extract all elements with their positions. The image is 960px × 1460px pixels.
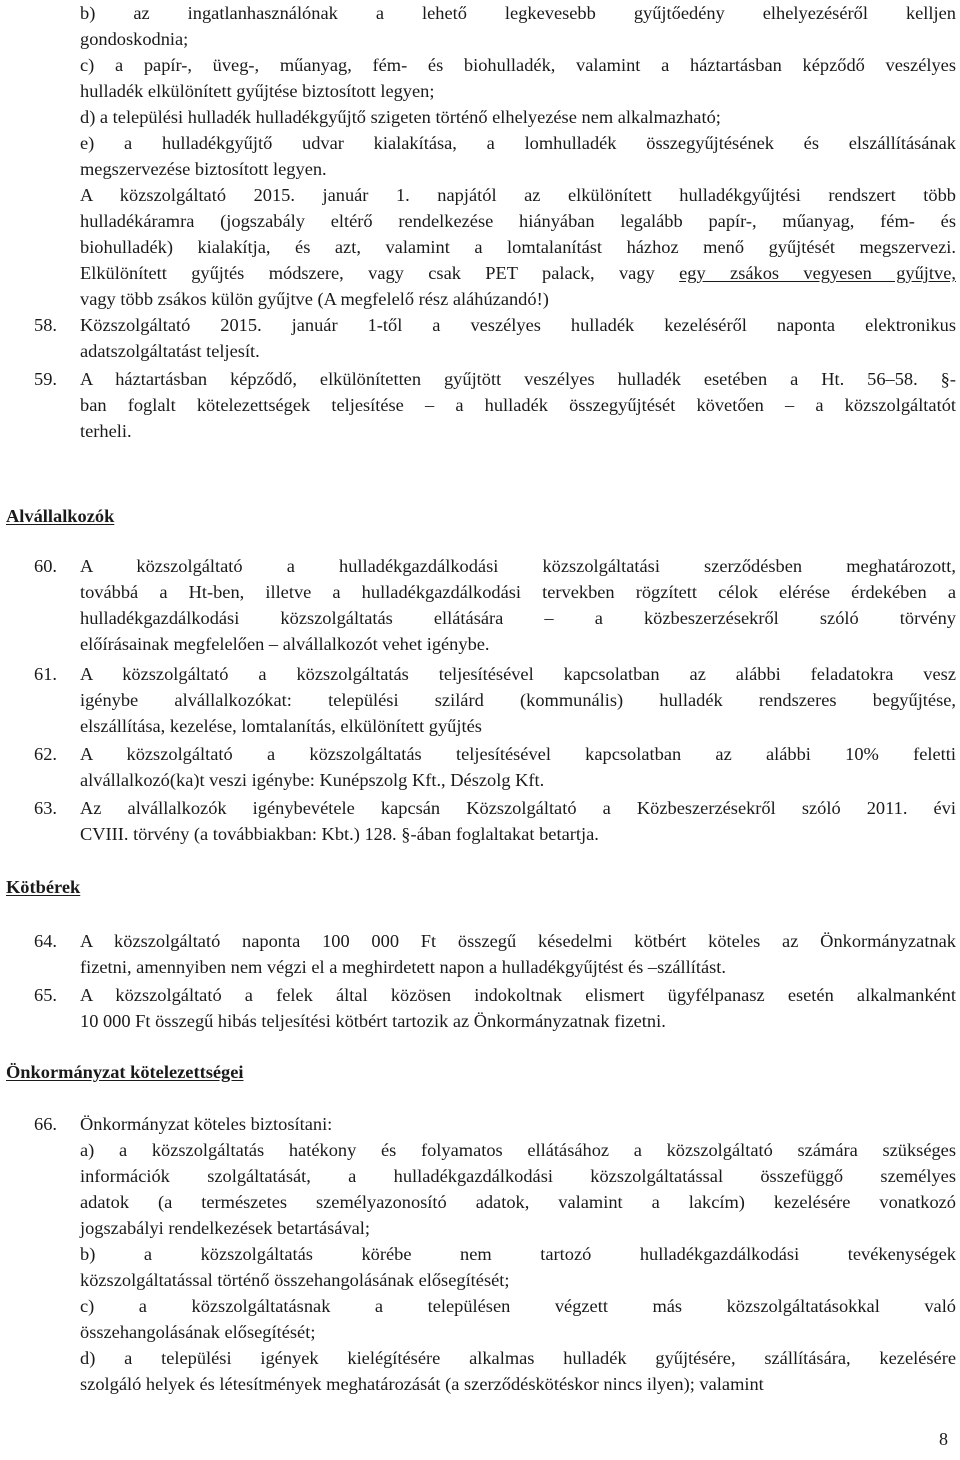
text-line: elszállítása, kezelése, lomtalanítás, elkülönített gyűjtés bbox=[80, 716, 482, 736]
text-line: információk szolgáltatását, a hulladékgazdálkodási közszolgáltatással összefüggő személyes bbox=[80, 1166, 956, 1186]
item-60 bbox=[80, 553, 956, 657]
text-line: A közszolgáltató a hulladékgazdálkodási közszolgáltatási szerződésben meghatározott, bbox=[80, 556, 956, 576]
text-line: alvállalkozó(ka)t veszi igénybe: Kunépszolg Kft., Dészolg Kft. bbox=[80, 770, 545, 790]
text-line: 10 000 Ft összegű hibás teljesítési kötbért tartozik az Önkormányzatnak fizetni. bbox=[80, 1011, 666, 1031]
text-line: ban foglalt kötelezettségek teljesítése – a hulladék összegyűjtését követően – a közszolgáltatót bbox=[80, 395, 956, 415]
text-line: Az alvállalkozók igénybevétele kapcsán Közszolgáltató a Közbeszerzésekről szóló 2011. évi bbox=[80, 798, 956, 818]
text-line: A háztartásban képződő, elkülönítetten gyűjtött veszélyes hulladék esetében a Ht. 56–58. §- bbox=[80, 369, 956, 389]
text-line: A közszolgáltató 2015. január 1. napjától az elkülönített hulladékgyűjtési rendszert több bbox=[80, 185, 956, 205]
item-number: 66. bbox=[34, 1114, 57, 1134]
text-line: igénybe alvállalkozókat: települési szilárd (kommunális) hulladék rendszeres begyűjtése, bbox=[80, 690, 956, 710]
item-61 bbox=[80, 661, 956, 739]
text-line: előírásainak megfelelően – alvállalkozót vehet igénybe. bbox=[80, 634, 490, 654]
item-62 bbox=[80, 741, 956, 793]
section-heading: Alvállalkozók bbox=[6, 506, 115, 526]
text-line: hulladékáramra (jogszabály eltérő rendelkezése hiányában legalább papír-, műanyag, fém- és bbox=[80, 211, 956, 231]
text-line: vagy több zsákos külön gyűjtve (A megfelelő rész aláhúzandó!) bbox=[80, 289, 549, 309]
text-line: A közszolgáltató a közszolgáltatás teljesítésével kapcsolatban az alábbi feladatokra vesz bbox=[80, 664, 956, 684]
text-line: e) a hulladékgyűjtő udvar kialakítása, a lomhulladék összegyűjtésének és elszállításának bbox=[80, 133, 956, 153]
text-line bbox=[80, 260, 956, 286]
item-63 bbox=[80, 795, 956, 847]
text-line: a) a közszolgáltatás hatékony és folyamatos ellátásához a közszolgáltató számára szükséges bbox=[80, 1140, 956, 1160]
text-line: továbbá a Ht-ben, illetve a hulladékgazdálkodási tervekben rögzített célok elérése érdekében a bbox=[80, 582, 956, 602]
text-line: szolgáló helyek és létesítmények meghatározását (a szerződéskötéskor nincs ilyen); valamint bbox=[80, 1374, 764, 1394]
page-number: 8 bbox=[939, 1429, 948, 1449]
text-line: d) a települési hulladék hulladékgyűjtő szigeten történő elhelyezése nem alkalmazható; bbox=[80, 107, 721, 127]
text-line: összehangolásának elősegítését; bbox=[80, 1322, 316, 1342]
text-line: biohulladék) kialakítja, és azt, valamint a lomtalanítást házhoz menő gyűjtését megszervezi. bbox=[80, 237, 956, 257]
item-58 bbox=[80, 312, 956, 364]
text-line: c) a közszolgáltatásnak a településen végzett más közszolgáltatásokkal való bbox=[80, 1296, 956, 1316]
item-number: 65. bbox=[34, 985, 57, 1005]
text-line: közszolgáltatással történő összehangolásának elősegítését; bbox=[80, 1270, 510, 1290]
text-line: Közszolgáltató 2015. január 1-től a veszélyes hulladék kezeléséről naponta elektronikus bbox=[80, 315, 956, 335]
text-line: A közszolgáltató a felek által közösen indokoltnak elismert ügyfélpanasz esetén alkalmanként bbox=[80, 985, 956, 1005]
text-line: b) a közszolgáltatás körébe nem tartozó hulladékgazdálkodási tevékenységek bbox=[80, 1244, 956, 1264]
item-number: 58. bbox=[34, 315, 57, 335]
item-number: 60. bbox=[34, 556, 57, 576]
intro-section bbox=[80, 0, 956, 312]
text-line: adatszolgáltatást teljesít. bbox=[80, 341, 260, 361]
text-line: CVIII. törvény (a továbbiakban: Kbt.) 128. §-ában foglaltakat betartja. bbox=[80, 824, 599, 844]
item-number: 59. bbox=[34, 369, 57, 389]
text-line: A közszolgáltató naponta 100 000 Ft összegű késedelmi kötbért köteles az Önkormányzatnak bbox=[80, 931, 956, 951]
text-line: hulladékgazdálkodási közszolgáltatás ellátására – a közbeszerzésekről szóló törvény bbox=[80, 608, 956, 628]
item-number: 64. bbox=[34, 931, 57, 951]
item-number: 63. bbox=[34, 798, 57, 818]
item-64 bbox=[80, 928, 956, 980]
section-heading: Kötbérek bbox=[6, 877, 81, 897]
text-line: adatok (a természetes személyazonosító adatok, valamint a lakcím) kezelésére vonatkozó bbox=[80, 1192, 956, 1212]
text-line: hulladék elkülönített gyűjtése biztosított legyen; bbox=[80, 81, 435, 101]
item-66 bbox=[80, 1111, 956, 1397]
section-heading: Önkormányzat kötelezettségei bbox=[6, 1062, 244, 1082]
underlined-text: egy zsákos vegyesen gyűjtve, bbox=[679, 263, 956, 283]
item-65 bbox=[80, 982, 956, 1034]
text-line: jogszabályi rendelkezések betartásával; bbox=[80, 1218, 371, 1238]
text-line: d) a települési igények kielégítésére alkalmas hulladék gyűjtésére, szállítására, kezelésére bbox=[80, 1348, 956, 1368]
text-line: b) az ingatlanhasználónak a lehető legkevesebb gyűjtőedény elhelyezéséről kelljen bbox=[80, 3, 956, 23]
text-line: gondoskodnia; bbox=[80, 29, 189, 49]
item-59 bbox=[80, 366, 956, 444]
text-line: terheli. bbox=[80, 421, 132, 441]
text-line: c) a papír-, üveg-, műanyag, fém- és biohulladék, valamint a háztartásban képződő veszélyes bbox=[80, 55, 956, 75]
text-segment: Elkülönített gyűjtés módszere, vagy csak PET palack, vagy bbox=[80, 263, 680, 283]
item-number: 62. bbox=[34, 744, 57, 764]
text-line: fizetni, amennyiben nem végzi el a meghirdetett napon a hulladékgyűjtést és –szállítást. bbox=[80, 957, 727, 977]
item-number: 61. bbox=[34, 664, 57, 684]
text-line: A közszolgáltató a közszolgáltatás teljesítésével kapcsolatban az alábbi 10% feletti bbox=[80, 744, 956, 764]
text-line: Önkormányzat köteles biztosítani: bbox=[80, 1114, 333, 1134]
text-line: megszervezése biztosított legyen. bbox=[80, 159, 327, 179]
